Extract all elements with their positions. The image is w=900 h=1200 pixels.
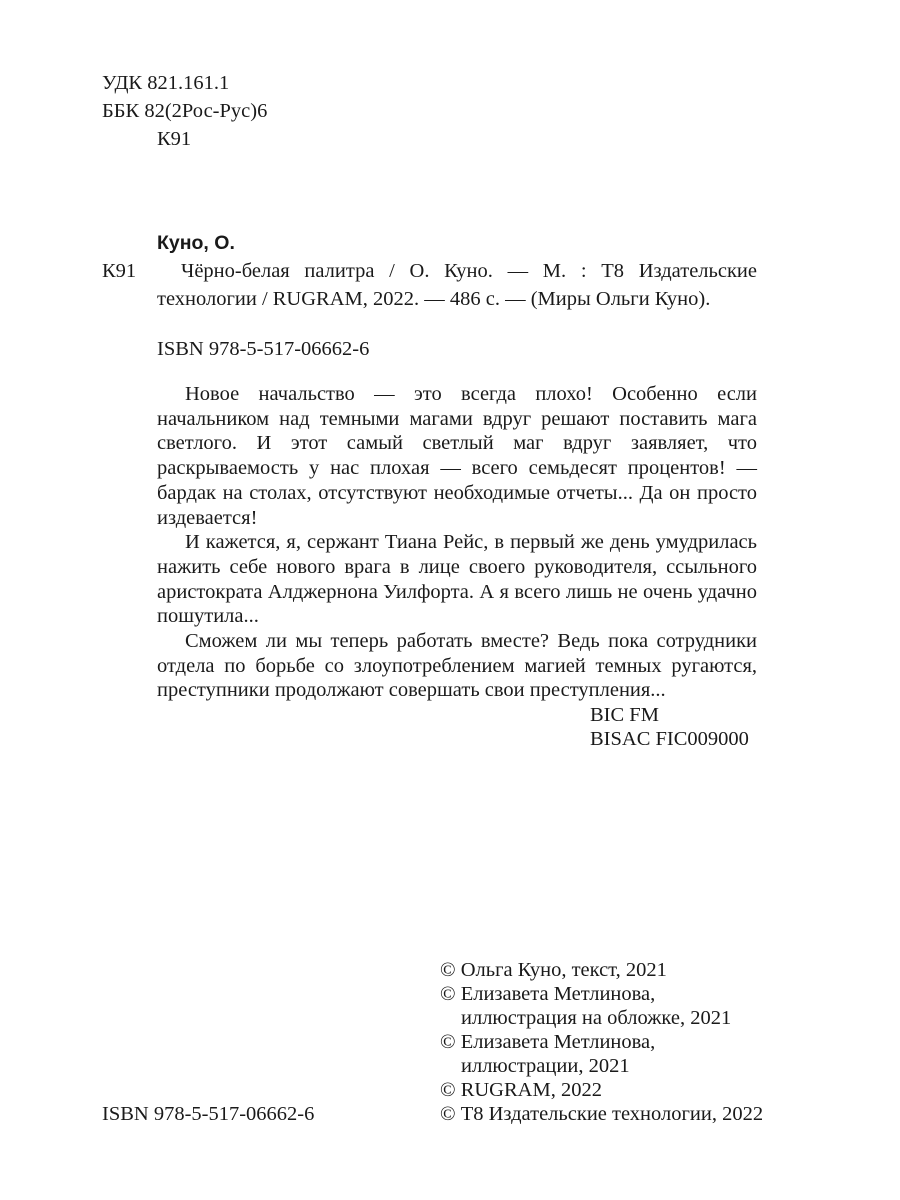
author-heading: Куно, О. [157, 232, 235, 254]
copyright-line: иллюстрация на обложке, 2021 [461, 1007, 732, 1029]
author-mark: К91 [157, 128, 192, 150]
copyright-line: © Ольга Куно, текст, 2021 [440, 959, 667, 981]
annotation-paragraph: Сможем ли мы теперь работать вместе? Ведь пока сотрудники отдела по борьбе со злоупотреблением магией темных ругаются, преступники продолжают совершать свои преступления... [157, 630, 757, 702]
footer-isbn: ISBN 978-5-517-06662-6 [102, 1103, 315, 1125]
copyright-line: иллюстрации, 2021 [461, 1055, 630, 1077]
bbk-code: ББК 82(2Рос-Рус)6 [102, 100, 268, 122]
bisac-code: BISAC FIC009000 [590, 728, 749, 750]
description-line-2: технологии / RUGRAM, 2022. — 486 с. — (Миры Ольги Куно). [157, 288, 711, 310]
annotation-paragraph: И кажется, я, сержант Тиана Рейс, в первый же день умудрилась нажить себе нового врага в лице своего руководителя, ссыльного аристократа Алджернона Уилфорта. А я всего лишь не очень удачно пошутила... [157, 531, 757, 628]
annotation-paragraph: Новое начальство — это всегда плохо! Особенно если начальником над темными магами вдруг решают поставить мага светлого. И этот самый светлый маг вдруг заявляет, что раскрываемость у нас плохая — всего семьдесят процентов! — бардак на столах, отсутствуют необходимые отчеты... Да он просто издевается! [157, 383, 757, 529]
catalog-mark: К91 [102, 260, 137, 282]
bic-code: BIC FM [590, 704, 659, 726]
udk-code: УДК 821.161.1 [102, 72, 230, 94]
annotation [157, 382, 757, 703]
description-line-1: Чёрно-белая палитра / О. Куно. — М. : Т8 Издательские [181, 260, 757, 282]
copyright-line: © Елизавета Метлинова, [440, 1031, 656, 1053]
catalog-isbn: ISBN 978-5-517-06662-6 [157, 338, 370, 360]
copyright-line: © Елизавета Метлинова, [440, 983, 656, 1005]
copyright-line: © Т8 Издательские технологии, 2022 [440, 1103, 764, 1125]
copyright-line: © RUGRAM, 2022 [440, 1079, 602, 1101]
